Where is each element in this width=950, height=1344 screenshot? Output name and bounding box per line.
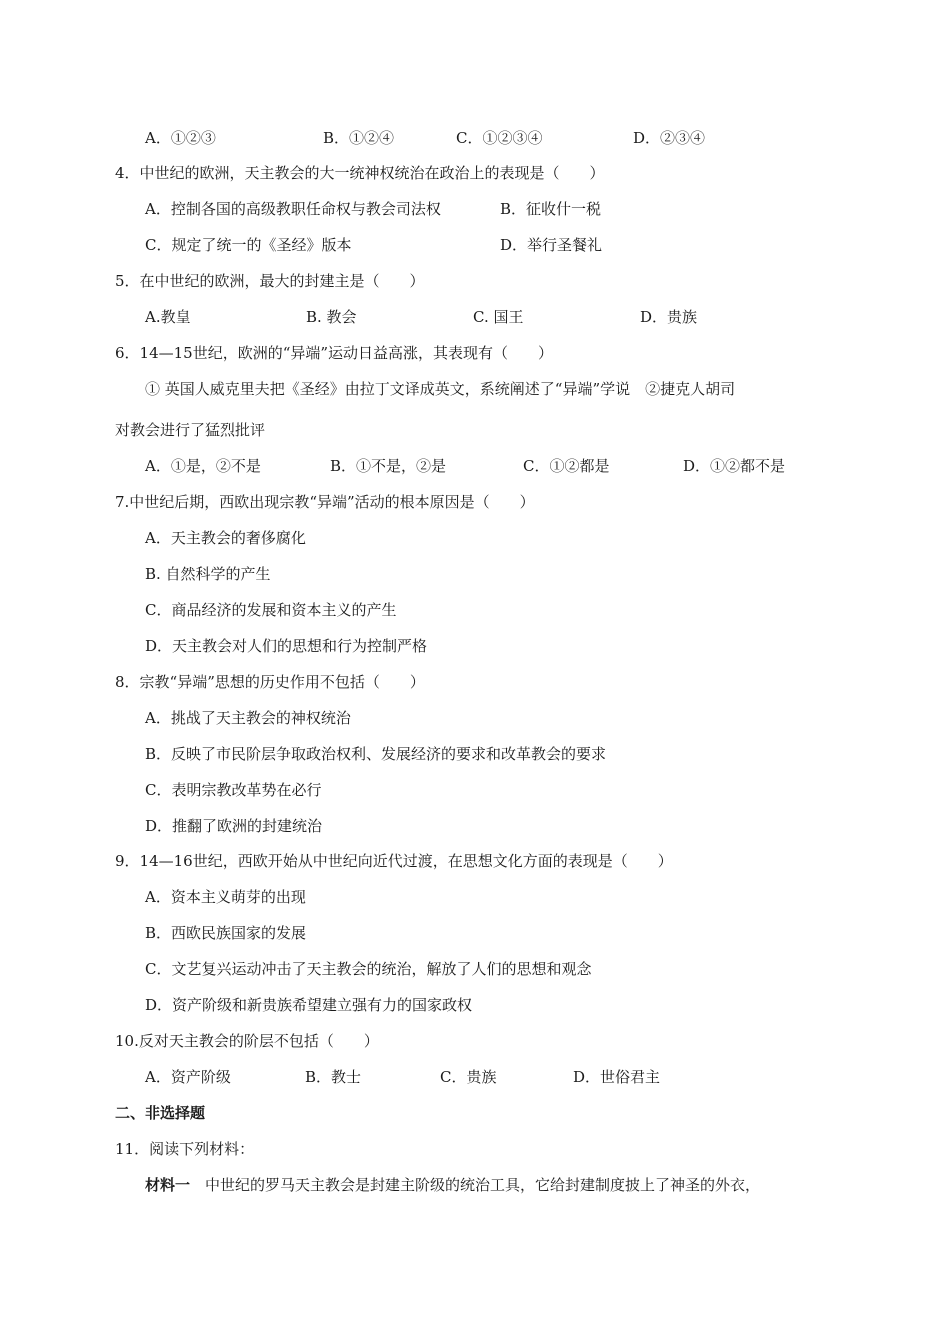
q3-option-b: B．①②④ <box>323 129 395 147</box>
q5-stem: 5．在中世纪的欧洲，最大的封建主是（ ） <box>115 272 425 290</box>
q7-option-d: D．天主教会对人们的思想和行为控制严格 <box>145 637 428 655</box>
q3-option-c: C．①②③④ <box>456 129 543 147</box>
q8-option-a: A．挑战了天主教会的神权统治 <box>145 709 351 727</box>
q6-option-a: A．①是，②不是 <box>145 457 261 475</box>
q8-option-b: B．反映了市民阶层争取政治权利、发展经济的要求和改革教会的要求 <box>145 745 607 763</box>
q10-option-a: A．资产阶级 <box>145 1068 231 1086</box>
q3-option-d: D．②③④ <box>633 129 706 147</box>
q5-option-c: C. 国王 <box>473 308 524 326</box>
q4-option-b: B．征收什一税 <box>500 200 602 218</box>
q10-option-c: C．贵族 <box>440 1068 497 1086</box>
q6-option-c: C．①②都是 <box>523 457 610 475</box>
q9-option-b: B．西欧民族国家的发展 <box>145 924 307 942</box>
q10-option-d: D．世俗君主 <box>573 1068 661 1086</box>
q10-option-b: B．教士 <box>305 1068 362 1086</box>
q6-item-line2: 对教会进行了猛烈批评 <box>115 421 266 439</box>
q5-option-b: B. 教会 <box>306 308 357 326</box>
q4-stem: 4．中世纪的欧洲，天主教会的大一统神权统治在政治上的表现是（ ） <box>115 164 605 182</box>
q11-stem: 11．阅读下列材料： <box>115 1140 255 1158</box>
q7-option-c: C．商品经济的发展和资本主义的产生 <box>145 601 397 619</box>
material-text: 中世纪的罗马天主教会是封建主阶级的统治工具，它给封建制度披上了神圣的外衣， <box>190 1176 761 1194</box>
material-label: 材料一 <box>145 1176 191 1194</box>
q8-stem: 8．宗教“异端”思想的历史作用不包括（ ） <box>115 673 425 691</box>
q6-item-line1: ① 英国人威克里夫把《圣经》由拉丁文译成英文，系统阐述了“异端”学说 ②捷克人胡司 <box>145 380 736 398</box>
q9-option-d: D．资产阶级和新贵族希望建立强有力的国家政权 <box>145 996 473 1014</box>
q4-option-d: D．举行圣餐礼 <box>500 236 603 254</box>
q7-option-b: B. 自然科学的产生 <box>145 565 271 583</box>
q10-stem: 10.反对天主教会的阶层不包括（ ） <box>115 1032 379 1050</box>
q4-option-c: C．规定了统一的《圣经》版本 <box>145 236 352 254</box>
q11-material <box>145 1175 760 1195</box>
q7-option-a: A．天主教会的奢侈腐化 <box>145 529 306 547</box>
q9-option-c: C．文艺复兴运动冲击了天主教会的统治，解放了人们的思想和观念 <box>145 960 592 978</box>
q6-stem: 6．14—15世纪，欧洲的“异端”运动日益高涨，其表现有（ ） <box>115 344 554 362</box>
q5-option-d: D．贵族 <box>640 308 698 326</box>
q5-option-a: A.教皇 <box>145 308 191 326</box>
q6-option-b: B．①不是，②是 <box>330 457 447 475</box>
q7-stem: 7.中世纪后期，西欧出现宗教“异端”活动的根本原因是（ ） <box>115 493 535 511</box>
q8-option-d: D．推翻了欧洲的封建统治 <box>145 817 323 835</box>
q9-stem: 9．14—16世纪，西欧开始从中世纪向近代过渡，在思想文化方面的表现是（ ） <box>115 852 673 870</box>
section-heading: 二、非选择题 <box>115 1104 206 1122</box>
q9-option-a: A．资本主义萌芽的出现 <box>145 888 306 906</box>
q4-option-a: A．控制各国的高级教职任命权与教会司法权 <box>145 200 441 218</box>
q8-option-c: C．表明宗教改革势在必行 <box>145 781 322 799</box>
q3-option-a: A．①②③ <box>145 129 216 147</box>
q6-option-d: D．①②都不是 <box>683 457 786 475</box>
